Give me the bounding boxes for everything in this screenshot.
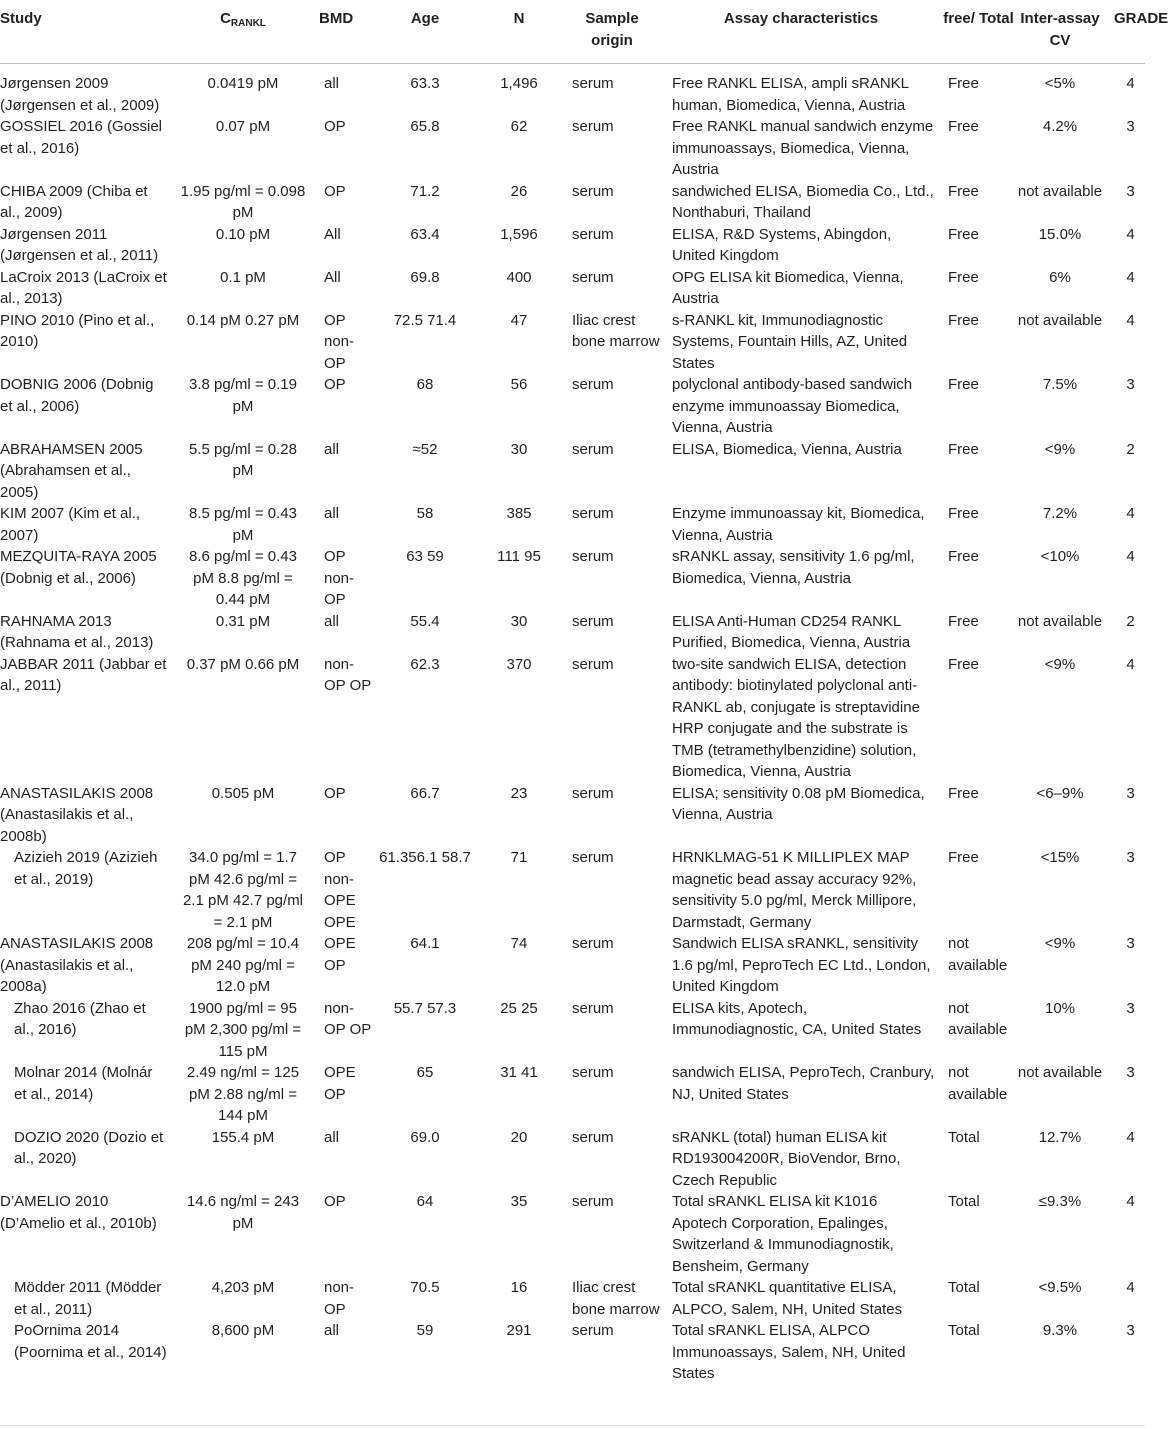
cell-study: KIM 2007 (Kim et al., 2007) — [0, 505, 141, 544]
cell-grade: 3 — [1126, 118, 1135, 135]
cell-study: MEZQUITA-RAYA 2005 (Dobnig et al., 2006) — [0, 548, 157, 587]
cell-grade: 3 — [1126, 784, 1135, 802]
cell-assay: s-RANKL kit, Immunodiagnostic Systems, Fountain Hills, AZ, United States — [672, 311, 908, 372]
cell-age: 64.1 — [410, 935, 440, 952]
cell-age: 71.2 — [410, 182, 440, 200]
cell-cv: 10% — [1044, 999, 1076, 1017]
cell-bmd: OP — [324, 118, 346, 135]
cell-n: 400 — [506, 268, 532, 286]
cell-cv: 7.2% — [1042, 505, 1078, 522]
cell-free-total: Free — [948, 75, 979, 92]
cell-crankl: 4,203 pM — [211, 1279, 275, 1296]
cell-grade: 3 — [1126, 849, 1135, 866]
cell-sample-origin: serum — [572, 118, 614, 135]
table-bottom-rule — [0, 1425, 1145, 1426]
cell-n: 47 — [510, 311, 528, 329]
cell-age: 69.8 — [410, 268, 440, 286]
header-crankl-sub: RANKL — [230, 18, 266, 29]
cell-assay: Free RANKL manual sandwich enzyme immunoassays, Biomedica, Vienna, Austria — [672, 118, 934, 178]
cell-age: 61.356.1 58.7 — [379, 849, 471, 866]
cell-sample-origin: serum — [572, 376, 614, 393]
cell-bmd: all — [324, 1322, 340, 1339]
cell-cv: not available — [1017, 612, 1103, 630]
cell-crankl: 2.49 ng/ml = 125 pM 2.88 ng/ml = 144 pM — [186, 1064, 300, 1124]
cell-crankl: 208 pg/ml = 10.4 pM 240 pg/ml = 12.0 pM — [186, 935, 300, 995]
cell-assay: ELISA Anti-Human CD254 RANKL Purified, Biomedica, Vienna, Austria — [672, 612, 911, 651]
cell-crankl: 1.95 pg/ml = 0.098 pM — [180, 182, 306, 221]
header-free-total: free/ Total — [941, 0, 1016, 64]
cell-crankl: 0.07 pM — [215, 118, 271, 135]
cell-assay: sandwiched ELISA, Biomedia Co., Ltd., Nonthaburi, Thailand — [672, 182, 934, 221]
cell-free-total: Total — [948, 1128, 980, 1146]
cell-n: 62 — [510, 118, 528, 135]
table-row — [0, 181, 1145, 224]
cell-cv: <9% — [1044, 655, 1076, 673]
cell-free-total: Free — [948, 548, 979, 565]
table-row — [0, 224, 1145, 267]
cell-n: 56 — [510, 376, 528, 393]
cell-cv: <9.5% — [1038, 1279, 1082, 1296]
cell-assay: sRANKL assay, sensitivity 1.6 pg/ml, Biomedica, Vienna, Austria — [672, 548, 915, 587]
table-row — [0, 503, 1145, 546]
cell-n: 20 — [510, 1128, 528, 1146]
cell-study: ANASTASILAKIS 2008 (Anastasilakis et al., 2008a) — [0, 935, 154, 995]
cell-free-total: Free — [948, 268, 979, 286]
cell-sample-origin: serum — [572, 784, 614, 802]
table-row — [0, 1127, 1145, 1192]
cell-age: 66.7 — [410, 784, 440, 802]
cell-cv: 6% — [1049, 268, 1071, 286]
cell-bmd: all — [324, 440, 340, 458]
cell-crankl: 8,600 pM — [211, 1322, 275, 1339]
cell-bmd: OP non-OP — [324, 548, 355, 608]
cell-assay: Total sRANKL ELISA kit K1016 Apotech Corporation, Epalinges, Switzerland & Immunodiagnostik, Bensheim, Germany — [672, 1193, 894, 1275]
cell-cv: not available — [1017, 182, 1103, 200]
cell-cv: 9.3% — [1042, 1322, 1078, 1339]
cell-age: 72.5 71.4 — [393, 311, 457, 329]
cell-grade: 4 — [1126, 1128, 1135, 1146]
cell-n: 1,496 — [500, 75, 538, 92]
cell-cv: <5% — [1044, 75, 1076, 92]
cell-crankl: 0.0419 pM — [207, 75, 279, 92]
cell-grade: 2 — [1126, 440, 1135, 458]
table-row — [0, 611, 1145, 654]
header-cv: Inter-assay CV — [1016, 0, 1104, 64]
cell-grade: 3 — [1126, 182, 1135, 200]
cell-free-total: Free — [948, 655, 979, 673]
cell-free-total: Total — [948, 1193, 980, 1210]
cell-sample-origin: serum — [572, 225, 614, 243]
cell-grade: 4 — [1126, 311, 1135, 329]
cell-bmd: OPE OP — [324, 1064, 356, 1103]
cell-crankl: 0.31 pM — [215, 612, 271, 630]
cell-cv: not available — [1017, 1064, 1103, 1081]
cell-cv: <9% — [1044, 935, 1076, 952]
cell-assay: two-site sandwich ELISA, detection antibody: biotinylated polyclonal anti-RANKL ab, conjugate is streptavidine HRP conjugate and the substrate is TMB (tetramethylbenzidine) solution, Biomedica, Vienna, Austria — [672, 655, 920, 780]
cell-crankl: 8.6 pg/ml = 0.43 pM 8.8 pg/ml = 0.44 pM — [189, 548, 297, 608]
table-header-row — [0, 0, 1145, 64]
cell-sample-origin: serum — [572, 440, 614, 458]
cell-cv: 7.5% — [1042, 376, 1078, 393]
header-n: N — [475, 0, 563, 64]
cell-age: 63 59 — [406, 548, 444, 565]
cell-bmd: non-OP — [324, 1279, 355, 1318]
cell-free-total: Free — [948, 440, 979, 458]
cell-assay: ELISA, R&D Systems, Abingdon, United Kingdom — [672, 225, 892, 264]
table-row — [0, 64, 1145, 117]
cell-crankl: 5.5 pg/ml = 0.28 pM — [189, 440, 297, 479]
cell-sample-origin: serum — [572, 1128, 614, 1146]
cell-age: 55.4 — [410, 612, 440, 630]
cell-age: 59 — [416, 1322, 434, 1339]
cell-assay: ELISA; sensitivity 0.08 pM Biomedica, Vienna, Austria — [672, 784, 925, 823]
cell-grade: 3 — [1126, 1064, 1135, 1081]
cell-bmd: all — [324, 75, 340, 92]
cell-study: Molnar 2014 (Molnár et al., 2014) — [14, 1064, 153, 1103]
cell-bmd: all — [324, 1128, 340, 1146]
cell-sample-origin: serum — [572, 182, 614, 200]
cell-free-total: Total — [948, 1322, 980, 1339]
cell-n: 291 — [506, 1322, 532, 1339]
cell-grade: 4 — [1126, 548, 1135, 565]
cell-cv: 15.0% — [1038, 225, 1082, 243]
header-crankl — [173, 0, 313, 64]
cell-bmd: OP non-OPE OPE — [324, 849, 356, 931]
cell-n: 111 95 — [497, 548, 541, 565]
cell-assay: Enzyme immunoassay kit, Biomedica, Vienna, Austria — [672, 505, 925, 544]
cell-bmd: OP — [324, 182, 346, 200]
cell-bmd: OP — [324, 1193, 346, 1210]
cell-grade: 4 — [1126, 1279, 1135, 1296]
cell-grade: 2 — [1126, 612, 1135, 630]
cell-crankl: 1900 pg/ml = 95 pM 2,300 pg/ml = 115 pM — [184, 999, 302, 1060]
cell-crankl: 3.8 pg/ml = 0.19 pM — [189, 376, 297, 415]
cell-assay: ELISA, Biomedica, Vienna, Austria — [672, 440, 902, 458]
cell-n: 35 — [510, 1193, 528, 1210]
cell-grade: 3 — [1126, 1322, 1135, 1339]
table-row — [0, 847, 1145, 933]
cell-free-total: Total — [948, 1279, 980, 1296]
cell-free-total: Free — [948, 376, 979, 393]
cell-cv: <6–9% — [1036, 784, 1084, 802]
cell-sample-origin: serum — [572, 655, 614, 673]
header-sample-origin: Sample origin — [563, 0, 661, 64]
cell-age: 62.3 — [410, 655, 440, 673]
cell-study: JABBAR 2011 (Jabbar et al., 2011) — [0, 655, 167, 694]
cell-assay: ELISA kits, Apotech, Immunodiagnostic, CA, United States — [672, 999, 922, 1038]
cell-crankl: 0.37 pM 0.66 pM — [186, 655, 300, 673]
cell-study: D’AMELIO 2010 (D’Amelio et al., 2010b) — [0, 1193, 157, 1232]
table-row — [0, 783, 1145, 848]
cell-sample-origin: serum — [572, 548, 614, 565]
cell-study: RAHNAMA 2013 (Rahnama et al., 2013) — [0, 612, 154, 651]
cell-bmd: non-OP OP — [324, 999, 372, 1038]
cell-crankl: 0.10 pM — [215, 225, 271, 243]
cell-study: ANASTASILAKIS 2008 (Anastasilakis et al., 2008b) — [0, 784, 154, 845]
cell-n: 30 — [510, 440, 528, 458]
cell-free-total: Free — [948, 182, 979, 200]
cell-age: 63.3 — [410, 75, 440, 92]
cell-sample-origin: serum — [572, 75, 614, 92]
cell-free-total: Free — [948, 612, 979, 630]
cell-sample-origin: serum — [572, 849, 614, 866]
cell-sample-origin: serum — [572, 505, 614, 522]
table-row — [0, 310, 1145, 375]
header-age: Age — [375, 0, 475, 64]
cell-sample-origin: serum — [572, 268, 614, 286]
cell-sample-origin: serum — [572, 612, 614, 630]
cell-age: ≈52 — [412, 440, 438, 458]
cell-age: 70.5 — [410, 1279, 440, 1296]
cell-bmd: all — [324, 612, 340, 630]
cell-sample-origin: Iliac crest bone marrow — [572, 1279, 660, 1318]
cell-cv: not available — [1017, 311, 1103, 329]
cell-n: 30 — [510, 612, 528, 630]
header-study: Study — [0, 0, 173, 64]
header-assay: Assay characteristics — [661, 0, 941, 64]
table-row — [0, 1320, 1145, 1385]
cell-n: 370 — [506, 655, 532, 673]
table-row — [0, 374, 1145, 439]
cell-assay: polyclonal antibody-based sandwich enzyme immunoassay Biomedica, Vienna, Austria — [672, 376, 913, 436]
cell-study: Zhao 2016 (Zhao et al., 2016) — [14, 999, 146, 1038]
cell-grade: 3 — [1126, 999, 1135, 1017]
cell-bmd: All — [324, 268, 341, 286]
table-row — [0, 998, 1145, 1063]
table-row — [0, 546, 1145, 611]
cell-study: Azizieh 2019 (Azizieh et al., 2019) — [14, 849, 158, 888]
cell-cv: 12.7% — [1038, 1128, 1082, 1146]
cell-crankl: 14.6 ng/ml = 243 pM — [186, 1193, 300, 1232]
cell-grade: 4 — [1126, 225, 1135, 243]
cell-bmd: OP — [324, 784, 346, 802]
cell-study: Jørgensen 2009 (Jørgensen et al., 2009) — [0, 75, 160, 114]
cell-bmd: OP non-OP — [324, 311, 355, 372]
cell-crankl: 0.505 pM — [211, 784, 275, 802]
cell-n: 25 25 — [500, 999, 538, 1017]
cell-free-total: Free — [948, 849, 979, 866]
cell-sample-origin: serum — [572, 1322, 614, 1339]
table-row — [0, 1062, 1145, 1127]
cell-sample-origin: serum — [572, 1193, 614, 1210]
cell-free-total: Free — [948, 784, 979, 802]
cell-n: 31 41 — [500, 1064, 538, 1081]
cell-assay: OPG ELISA kit Biomedica, Vienna, Austria — [672, 268, 904, 307]
cell-crankl: 0.14 pM 0.27 pM — [186, 311, 300, 329]
cell-assay: sandwich ELISA, PeproTech, Cranbury, NJ, United States — [672, 1064, 935, 1103]
cell-grade: 3 — [1126, 376, 1135, 393]
cell-free-total: Free — [948, 311, 979, 329]
cell-sample-origin: serum — [572, 935, 614, 952]
cell-crankl: 34.0 pg/ml = 1.7 pM 42.6 pg/ml = 2.1 pM 42.7 pg/ml = 2.1 pM — [182, 849, 304, 931]
table-row — [0, 439, 1145, 504]
cell-free-total: Free — [948, 505, 979, 522]
cell-age: 58 — [416, 505, 434, 522]
header-grade: GRADE — [1104, 0, 1145, 64]
cell-assay: Sandwich ELISA sRANKL, sensitivity 1.6 pg/ml, PeproTech EC Ltd., London, United Kingdom — [672, 935, 931, 995]
cell-study: GOSSIEL 2016 (Gossiel et al., 2016) — [0, 118, 163, 157]
table-row — [0, 267, 1145, 310]
cell-assay: sRANKL (total) human ELISA kit RD193004200R, BioVendor, Brno, Czech Republic — [672, 1128, 901, 1189]
cell-free-total: not available — [948, 1064, 1008, 1103]
table-row — [0, 654, 1145, 783]
cell-age: 55.7 57.3 — [393, 999, 457, 1017]
cell-cv: ≤9.3% — [1038, 1193, 1082, 1210]
cell-study: CHIBA 2009 (Chiba et al., 2009) — [0, 182, 148, 221]
cell-cv: <15% — [1040, 849, 1080, 866]
cell-study: ABRAHAMSEN 2005 (Abrahamsen et al., 2005) — [0, 440, 143, 501]
cell-age: 65 — [416, 1064, 434, 1081]
cell-free-total: Free — [948, 225, 979, 243]
cell-n: 71 — [510, 849, 528, 866]
cell-cv: <9% — [1044, 440, 1076, 458]
table-row — [0, 1277, 1145, 1320]
cell-n: 26 — [510, 182, 528, 200]
cell-study: Mödder 2011 (Mödder et al., 2011) — [14, 1279, 162, 1318]
cell-study: DOZIO 2020 (Dozio et al., 2020) — [14, 1128, 164, 1167]
cell-grade: 3 — [1126, 935, 1135, 952]
table-row — [0, 933, 1145, 998]
cell-assay: Total sRANKL ELISA, ALPCO Immunoassays, Salem, NH, United States — [672, 1322, 906, 1382]
cell-bmd: all — [324, 505, 340, 522]
cell-bmd: OP — [324, 376, 346, 393]
cell-assay: Total sRANKL quantitative ELISA, ALPCO, Salem, NH, United States — [672, 1279, 903, 1318]
cell-n: 385 — [506, 505, 532, 522]
cell-free-total: not available — [948, 999, 1008, 1038]
cell-study: PoOrnima 2014 (Poornima et al., 2014) — [14, 1322, 167, 1361]
cell-sample-origin: Iliac crest bone marrow — [572, 311, 660, 350]
header-bmd: BMD — [313, 0, 375, 64]
table-row — [0, 116, 1145, 181]
cell-bmd: OPE OP — [324, 935, 356, 974]
header-crankl-main: C — [220, 10, 231, 27]
cell-age: 69.0 — [410, 1128, 440, 1146]
table-row — [0, 1191, 1145, 1277]
cell-grade: 4 — [1126, 505, 1135, 522]
cell-assay: Free RANKL ELISA, ampli sRANKL human, Biomedica, Vienna, Austria — [672, 75, 909, 114]
cell-n: 16 — [510, 1279, 528, 1296]
cell-n: 23 — [510, 784, 528, 802]
cell-n: 1,596 — [500, 225, 538, 243]
cell-grade: 4 — [1126, 268, 1135, 286]
cell-bmd: All — [324, 225, 341, 243]
cell-free-total: not available — [948, 935, 1008, 974]
cell-bmd: non-OP OP — [324, 655, 372, 694]
cell-n: 74 — [510, 935, 528, 952]
cell-study: Jørgensen 2011 (Jørgensen et al., 2011) — [0, 225, 159, 264]
cell-sample-origin: serum — [572, 1064, 614, 1081]
cell-study: DOBNIG 2006 (Dobnig et al., 2006) — [0, 376, 154, 415]
cell-crankl: 155.4 pM — [211, 1128, 275, 1146]
cell-crankl: 0.1 pM — [220, 268, 266, 286]
cell-grade: 4 — [1126, 1193, 1135, 1210]
cell-cv: 4.2% — [1042, 118, 1078, 135]
cell-free-total: Free — [948, 118, 979, 135]
cell-grade: 4 — [1126, 655, 1135, 673]
cell-grade: 4 — [1126, 75, 1135, 92]
cell-age: 63.4 — [410, 225, 440, 243]
cell-age: 65.8 — [410, 118, 440, 135]
cell-assay: HRNKLMAG-51 K MILLIPLEX MAP magnetic bead assay accuracy 92%, sensitivity 5.0 pg/ml, Merck Millipore, Darmstadt, Germany — [672, 849, 917, 931]
cell-sample-origin: serum — [572, 999, 614, 1017]
cell-crankl: 8.5 pg/ml = 0.43 pM — [189, 505, 297, 544]
cell-study: PINO 2010 (Pino et al., 2010) — [0, 311, 155, 350]
cell-study: LaCroix 2013 (LaCroix et al., 2013) — [0, 268, 167, 307]
cell-cv: <10% — [1040, 548, 1080, 565]
cell-age: 68 — [416, 376, 434, 393]
cell-age: 64 — [416, 1193, 434, 1210]
